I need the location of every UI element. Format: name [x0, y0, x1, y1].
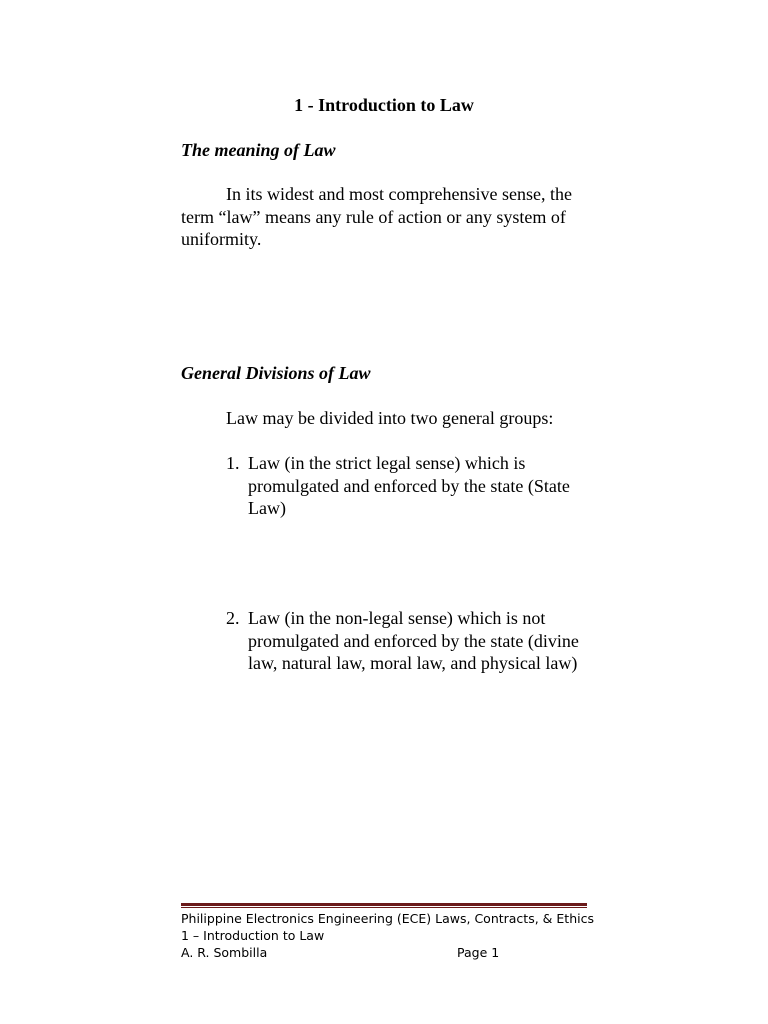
section-heading-meaning: The meaning of Law	[181, 140, 336, 160]
divisions-intro: Law may be divided into two general groups:	[226, 408, 554, 428]
section-heading-divisions: General Divisions of Law	[181, 363, 371, 383]
footer-chapter: 1 – Introduction to Law	[181, 928, 325, 943]
footer-divider-thin	[181, 907, 587, 908]
list-item-text: Law (in the non-legal sense) which is not promulgated and enforced by the state (divine law, natural law, moral law, and physical law)	[248, 608, 579, 673]
footer-divider-thick	[181, 903, 587, 906]
list-item-number: 1.	[226, 453, 240, 473]
meaning-paragraph	[181, 183, 601, 251]
footer-course: Philippine Electronics Engineering (ECE) Laws, Contracts, & Ethics	[181, 911, 594, 926]
footer-author: A. R. Sombilla	[181, 945, 268, 960]
meaning-paragraph-text: In its widest and most comprehensive sense, the term “law” means any rule of action or any system of uniformity.	[181, 184, 572, 249]
footer-page-number: Page 1	[457, 945, 500, 960]
list-item-number: 2.	[226, 608, 240, 628]
list-item-text: Law (in the strict legal sense) which is promulgated and enforced by the state (State Law)	[248, 453, 570, 518]
page-title: 1 - Introduction to Law	[294, 95, 474, 115]
